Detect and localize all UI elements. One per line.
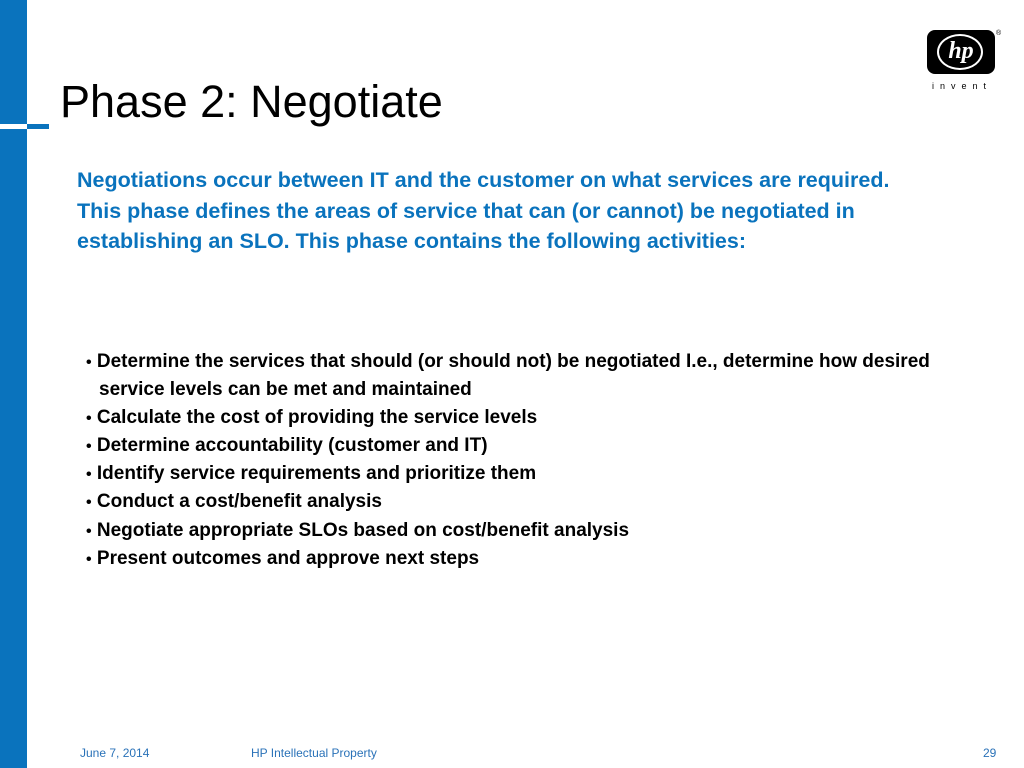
- bullet-icon: •: [86, 437, 92, 455]
- bullet-icon: •: [86, 466, 92, 484]
- intro-paragraph: Negotiations occur between IT and the customer on what services are required. This phase defines the areas of service that can (or cannot) be negotiated in establishing an SLO. This phase contains the following activities:: [77, 168, 890, 253]
- left-accent-bar: [0, 0, 27, 768]
- list-item: [86, 432, 986, 460]
- list-item: [86, 488, 986, 516]
- footer-date: June 7, 2014: [80, 746, 150, 760]
- hp-logo: [927, 30, 1002, 94]
- registered-mark: ®: [996, 30, 1002, 37]
- footer-note: HP Intellectual Property: [251, 746, 377, 760]
- activity-list: [86, 348, 986, 573]
- list-item: [86, 517, 986, 545]
- list-item-text: Determine accountability (customer and IT): [96, 434, 488, 456]
- list-item: [86, 348, 986, 404]
- list-item-text: Negotiate appropriate SLOs based on cost/benefit analysis: [96, 519, 630, 541]
- bullet-icon: •: [86, 409, 92, 427]
- list-item: [86, 404, 986, 432]
- list-item-text: Calculate the cost of providing the service levels: [96, 406, 538, 428]
- title-rule: [27, 124, 49, 129]
- bullet-icon: •: [86, 494, 92, 512]
- list-item-text: Determine the services that should (or should not) be negotiated I.e., determine how desired service levels can be met and maintained: [96, 351, 930, 401]
- slide-title: Phase 2: Negotiate: [60, 76, 443, 127]
- list-item-text: Identify service requirements and prioritize them: [96, 463, 537, 485]
- page-number: 29: [983, 746, 997, 760]
- bullet-icon: •: [86, 354, 92, 371]
- hp-logo-mark: hp: [948, 38, 974, 64]
- bullet-icon: •: [86, 551, 92, 569]
- list-item-text: Conduct a cost/benefit analysis: [96, 491, 382, 513]
- bullet-icon: •: [86, 522, 92, 540]
- left-bar-notch: [0, 124, 27, 129]
- hp-logo-tagline: invent: [931, 81, 993, 91]
- list-item: [86, 545, 986, 573]
- list-item: [86, 460, 986, 488]
- list-item-text: Present outcomes and approve next steps: [96, 548, 480, 570]
